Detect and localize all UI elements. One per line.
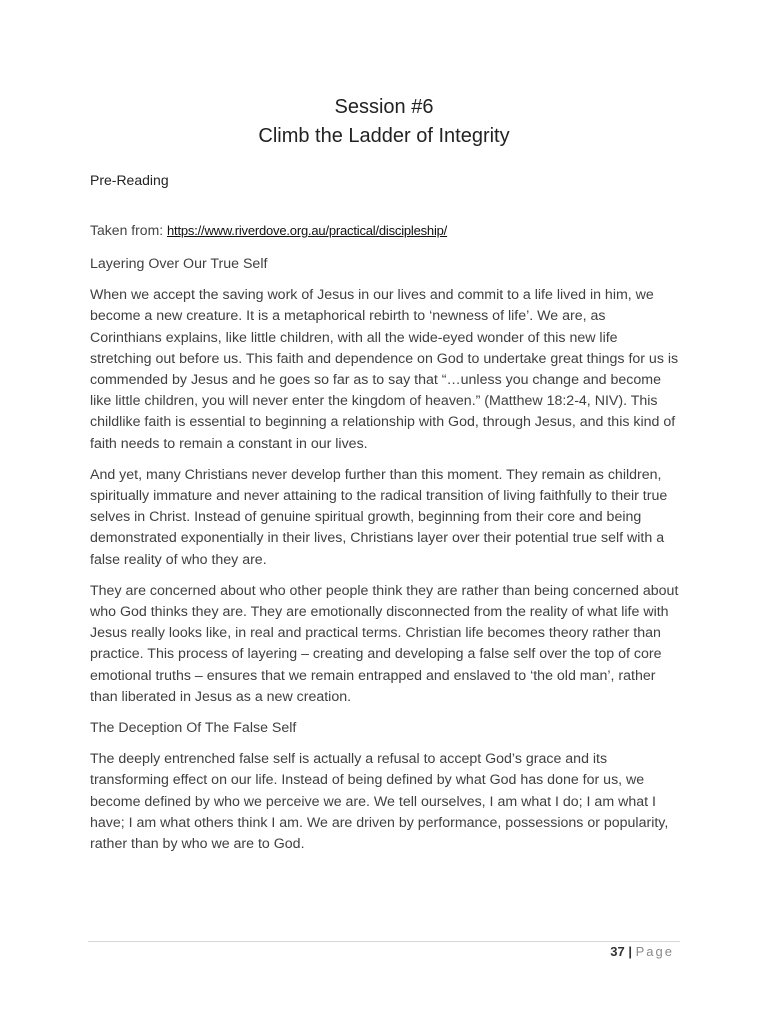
- page-number: 37: [610, 944, 625, 959]
- page-label: Page: [635, 944, 674, 959]
- page-footer: [610, 944, 674, 959]
- page-title: Climb the Ladder of Integrity: [258, 125, 510, 147]
- pre-reading-heading: Pre-Reading: [90, 172, 169, 188]
- paragraph-1: When we accept the saving work of Jesus in our lives and commit to a life lived in him, we become a new creature. It is a metaphorical rebirth to ‘newness of life’. We are, as Corinthians explains, like little children, with all the wide-eyed wonder of this new life stretching out before us. This faith and dependence on God to undertake great things for us is commended by Jesus and he goes so far as to say that “…unless you change and become like little children, you will never enter the kingdom of heaven.” (Matthew 18:2-4, NIV). This childlike faith is essential to beginning a relationship with God, through Jesus, and this kind of faith needs to remain a constant in our lives.: [90, 287, 679, 452]
- session-number: Session #6: [334, 96, 434, 118]
- source-line: [90, 222, 447, 238]
- footer-divider: [88, 941, 680, 942]
- source-prefix: Taken from:: [90, 222, 168, 238]
- paragraph-3: They are concerned about who other people think they are rather than being concerned about who God thinks they are. They are emotionally disconnected from the reality of what life with Jesus really looks like, in real and practical terms. Christian life becomes theory rather than practice. This process of layering – creating and developing a false self over the top of core emotional truths – ensures that we remain entrapped and enslaved to ‘the old man’, rather than liberated in Jesus as a new creation.: [90, 582, 679, 705]
- article-body: [90, 254, 680, 865]
- footer-separator: |: [624, 944, 636, 959]
- paragraph-4: The deeply entrenched false self is actually a refusal to accept God’s grace and its transforming effect on our life. Instead of being defined by what God has done for us, we become defined by who we perceive we are. We tell ourselves, I am what I do; I am what I have; I am what others think I am. We are driven by performance, possessions or popularity, rather than by who we are to God.: [90, 751, 669, 853]
- section-heading-layering: Layering Over Our True Self: [90, 256, 268, 272]
- source-link[interactable]: https://www.riverdove.org.au/practical/discipleship/: [167, 223, 448, 238]
- paragraph-2: And yet, many Christians never develop further than this moment. They remain as children, spiritually immature and never attaining to the radical transition of living faithfully to their true selves in Christ. Instead of genuine spiritual growth, beginning from their core and being demonstrated exponentially in their lives, Christians layer over their potential true self with a false reality of who they are.: [90, 466, 668, 568]
- section-heading-deception: The Deception Of The False Self: [90, 720, 297, 737]
